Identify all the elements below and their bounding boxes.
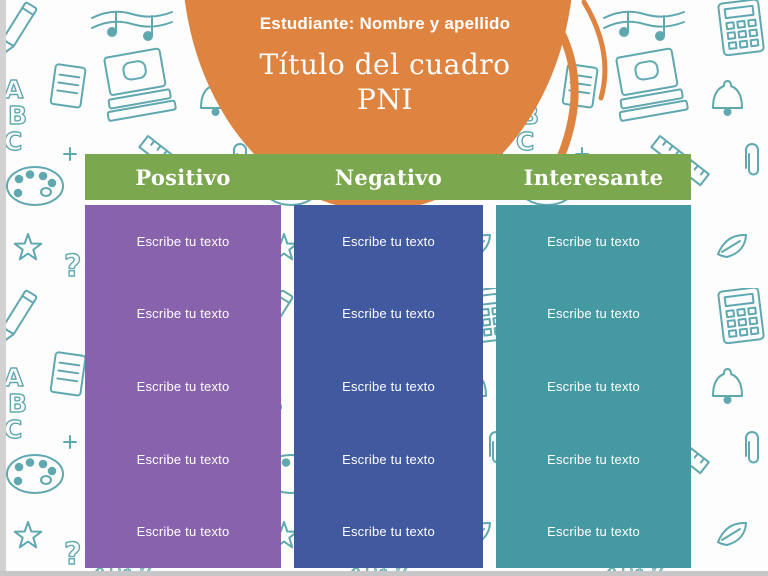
cell-negativo-1[interactable]: Escribe tu texto (342, 233, 435, 249)
header-gap (483, 154, 496, 200)
cell-positivo-1[interactable]: Escribe tu texto (136, 233, 230, 249)
cell-interesante-1[interactable]: Escribe tu texto (547, 233, 640, 249)
cell-negativo-5[interactable]: Escribe tu texto (342, 524, 435, 540)
column-gap (483, 205, 496, 568)
column-gap (281, 205, 294, 568)
header-gap (281, 154, 294, 200)
column-header-interesante[interactable]: Interesante (523, 164, 664, 190)
cell-negativo-2[interactable]: Escribe tu texto (342, 306, 435, 322)
title-block (185, 14, 585, 117)
cell-interesante-3[interactable]: Escribe tu texto (547, 378, 640, 394)
cell-negativo-3[interactable]: Escribe tu texto (342, 378, 435, 394)
page-edge-left (0, 0, 6, 576)
worksheet-title[interactable] (185, 47, 585, 117)
column-header-negativo[interactable]: Negativo (334, 164, 443, 190)
page-edge-bottom (0, 571, 768, 576)
cell-interesante-2[interactable]: Escribe tu texto (547, 306, 640, 322)
column-header-positivo[interactable]: Positivo (135, 164, 231, 190)
cell-positivo-5[interactable]: Escribe tu texto (136, 524, 230, 540)
cell-positivo-4[interactable]: Escribe tu texto (136, 451, 230, 467)
pni-table-body (85, 205, 691, 568)
title-line-2: PNI (357, 83, 413, 116)
column-positivo (85, 205, 281, 568)
table-header-bar (85, 154, 691, 200)
cell-interesante-4[interactable]: Escribe tu texto (547, 451, 640, 467)
column-negativo (294, 205, 483, 568)
cell-interesante-5[interactable]: Escribe tu texto (547, 524, 640, 540)
cell-negativo-4[interactable]: Escribe tu texto (342, 451, 435, 467)
title-line-1: Título del cuadro (259, 48, 511, 81)
cell-positivo-2[interactable]: Escribe tu texto (136, 306, 230, 322)
cell-positivo-3[interactable]: Escribe tu texto (136, 378, 230, 394)
column-interesante (496, 205, 691, 568)
student-name-placeholder[interactable]: Estudiante: Nombre y apellido (259, 14, 511, 33)
